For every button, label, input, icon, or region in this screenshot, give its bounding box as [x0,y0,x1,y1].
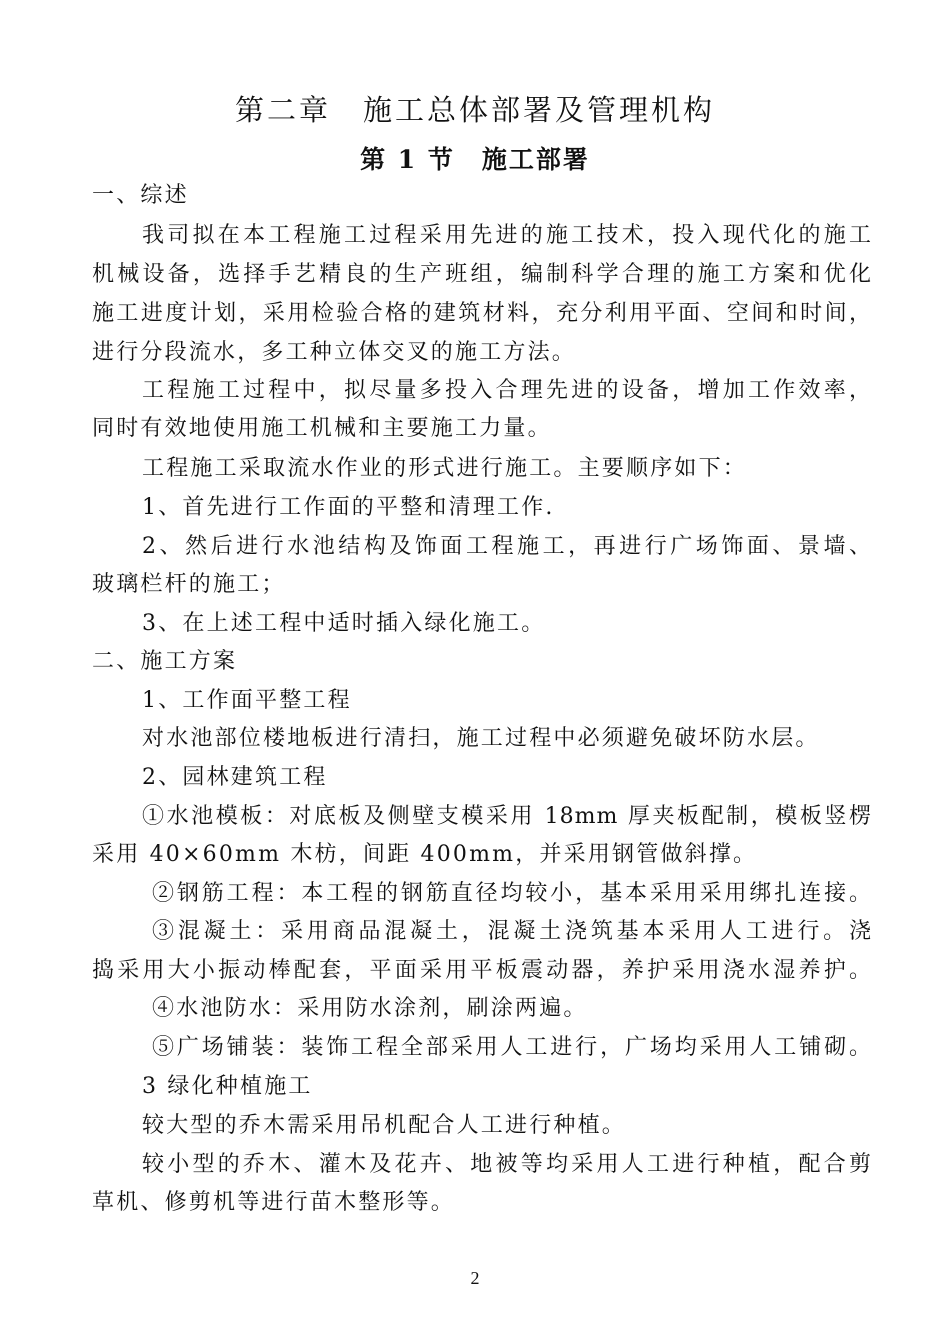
paragraph-line: 采用 40×60mm 木枋，间距 400mm，并采用钢管做斜撑。 [92,842,758,867]
heading-construction-plan: 二、施工方案 [92,649,238,674]
paragraph-line: 工程施工过程中，拟尽量多投入合理先进的设备，增加工作效率， [142,378,872,403]
section-title: 第 1 节 施工部署 [360,145,590,174]
paragraph-line: 我司拟在本工程施工过程采用先进的施工技术，投入现代化的施工 [142,223,872,248]
list-item: ③混凝土：采用商品混凝土，混凝土浇筑基本采用人工进行。浇 [152,919,872,944]
subheading: 2、园林建筑工程 [142,765,328,790]
paragraph-line: 较大型的乔木需采用吊机配合人工进行种植。 [142,1113,627,1138]
list-item: ⑤广场铺装：装饰工程全部采用人工进行，广场均采用人工铺砌。 [152,1035,872,1060]
paragraph-line: 草机、修剪机等进行苗木整形等。 [92,1190,456,1215]
subheading: 1、工作面平整工程 [142,688,352,713]
paragraph-line: 较小型的乔木、灌木及花卉、地被等均采用人工进行种植，配合剪 [142,1152,872,1177]
paragraph-line: 玻璃栏杆的施工； [92,572,286,597]
paragraph-line: 施工进度计划，采用检验合格的建筑材料，充分利用平面、空间和时间， [92,301,872,326]
paragraph-line: 同时有效地使用施工机械和主要施工力量。 [92,416,552,441]
paragraph-line: 捣采用大小振动棒配套，平面采用平板震动器，养护采用浇水湿养护。 [92,958,872,983]
paragraph-line: 进行分段流水，多工种立体交叉的施工方法。 [92,340,577,365]
list-item: ②钢筋工程：本工程的钢筋直径均较小，基本采用采用绑扎连接。 [152,881,872,906]
list-item: 1、首先进行工作面的平整和清理工作. [142,495,555,520]
list-item: 2、然后进行水池结构及饰面工程施工，再进行广场饰面、景墙、 [142,534,872,559]
paragraph-line: 机械设备，选择手艺精良的生产班组，编制科学合理的施工方案和优化 [92,262,872,287]
list-item: 3、在上述工程中适时插入绿化施工。 [142,611,546,636]
paragraph-line: 对水池部位楼地板进行清扫，施工过程中必须避免破坏防水层。 [142,726,820,751]
list-item: ④水池防水：采用防水涂剂，刷涂两遍。 [152,996,588,1021]
paragraph-line: 工程施工采取流水作业的形式进行施工。主要顺序如下： [142,456,748,481]
heading-overview: 一、综述 [92,183,189,208]
subheading: 3 绿化种植施工 [142,1074,313,1099]
list-item: ①水池模板：对底板及侧壁支模采用 18mm 厚夹板配制，模板竖楞 [142,804,872,829]
chapter-title: 第二章 施工总体部署及管理机构 [234,93,715,127]
page-number: 2 [470,1268,480,1288]
